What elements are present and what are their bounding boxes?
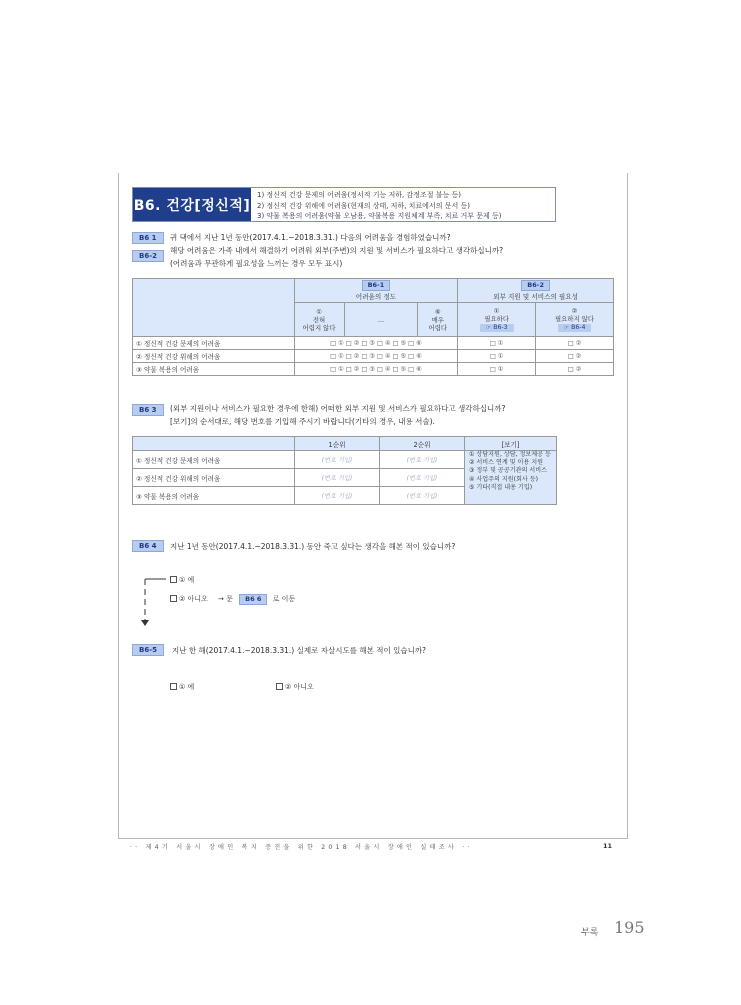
rank1-input[interactable]: (번호 기입) <box>295 451 380 469</box>
examples-list <box>465 451 557 505</box>
document-page-frame <box>118 173 628 838</box>
page-number: 195 <box>614 918 645 937</box>
rank1-header: 1순위 <box>295 437 380 451</box>
scale-high <box>418 303 458 337</box>
need-no-header <box>536 303 614 337</box>
question-text: 지난 1년 동안(2017.4.1.~2018.3.31.) 동안 죽고 싶다는 생각을 해본 적이 있습니까? <box>170 542 456 551</box>
example-item: ⑤ 기타(직접 내용 기입) <box>469 483 533 491</box>
need-no-checkbox[interactable]: □ ② <box>536 350 614 363</box>
section-note: 1) 정신적 건강 문제의 어려움(정서적 기능 저하, 감정조절 불능 등) <box>257 191 461 199</box>
question-note: (어려움과 무관하게 필요성을 느끼는 경우 모두 표시) <box>170 259 343 268</box>
option-label: ② 아니오 <box>285 683 314 691</box>
checkbox[interactable] <box>170 595 177 602</box>
footer-divider <box>118 838 628 839</box>
row-label: ② 정신적 건강 위해의 어려움 <box>133 469 295 487</box>
section-note: 3) 약물 복용의 어려움(약물 오남용, 약물복용 지원체계 부족, 치료 거부 문제 등) <box>257 212 502 220</box>
need-yes-checkbox[interactable]: □ ① <box>458 363 536 376</box>
footer-page-number: 11 <box>603 842 613 850</box>
question-tag: B6-2 <box>132 250 164 262</box>
question-tag: B6-5 <box>132 644 164 656</box>
need-yes-checkbox[interactable]: □ ① <box>458 337 536 350</box>
question-text: 귀 댁에서 지난 1년 동안(2017.4.1.~2018.3.31.) 다음의 어려움을 경험하였습니까? <box>170 233 451 242</box>
footer-text: ·· 제4기 서울시 장애인 복지 증진을 위한 2018 서울시 장애인 실태조사 ·· <box>130 844 473 851</box>
table-corner <box>133 279 295 337</box>
option-label: ② 아니오 <box>179 595 208 603</box>
rank2-input[interactable]: (번호 기입) <box>380 487 465 505</box>
question-tag: B6 4 <box>132 540 164 552</box>
goto-tag: ☞ B6-4 <box>558 324 592 332</box>
scale-label: 매우 <box>431 315 444 324</box>
group-label: 어려움의 정도 <box>355 293 397 301</box>
table-corner <box>133 437 295 451</box>
table-row <box>133 337 614 350</box>
option-no[interactable] <box>276 682 314 692</box>
need-no-checkbox[interactable]: □ ② <box>536 337 614 350</box>
difficulty-table <box>132 278 614 376</box>
group-tag: B6-1 <box>362 280 391 291</box>
section-note: 2) 정신적 건강 위해에 어려움(현재의 상태, 저하, 치료에서의 문서 등) <box>257 201 470 210</box>
skip-arrow: → 문 <box>218 595 233 603</box>
option-yes[interactable] <box>170 575 194 585</box>
appendix-label: 부록 <box>581 928 599 938</box>
question-tag: B6 3 <box>132 404 164 416</box>
rank1-input[interactable]: (번호 기입) <box>295 487 380 505</box>
question-text: 지난 한 해(2017.4.1.~2018.3.31.) 실제로 자살시도를 해본 적이 있습니까? <box>172 646 427 655</box>
table-row <box>133 451 557 469</box>
scale-number: ① <box>316 307 322 316</box>
table-row <box>133 350 614 363</box>
scale-checkboxes[interactable]: □ ① □ ② □ ③ □ ④ □ ⑤ □ ⑥ <box>294 363 458 376</box>
group-tag: B6-2 <box>521 280 550 291</box>
scale-low <box>294 303 344 337</box>
goto-tag: B6 6 <box>239 594 267 605</box>
checkbox[interactable] <box>170 576 177 583</box>
question-tag: B6 1 <box>132 232 164 244</box>
service-ranking-table <box>132 436 557 505</box>
example-item: ④ 사업주의 지원(회사 등) <box>469 475 539 483</box>
need-yes-checkbox[interactable]: □ ① <box>458 350 536 363</box>
group-header-difficulty <box>294 279 458 303</box>
row-label: ① 정신적 건강 문제의 어려움 <box>133 337 295 350</box>
row-label: ③ 약물 복용의 어려움 <box>133 487 295 505</box>
rank2-input[interactable]: (번호 기입) <box>380 451 465 469</box>
rank2-header: 2순위 <box>380 437 465 451</box>
goto-tag: ☞ B6-3 <box>480 324 514 332</box>
need-yes-header <box>458 303 536 337</box>
example-item: ② 서비스 연계 및 이용 지원 <box>469 459 544 467</box>
checkbox[interactable] <box>170 683 177 690</box>
checkbox[interactable] <box>276 683 283 690</box>
goto-suffix: 로 이동 <box>272 595 296 603</box>
examples-header: [보기] <box>465 437 557 451</box>
group-header-need <box>458 279 614 303</box>
section-title: B6. 건강[정신적] <box>133 188 251 221</box>
example-item: ① 상담지원, 상담, 정보제공 등 <box>469 451 551 458</box>
section-header <box>132 187 556 222</box>
scale-label: 어렵다 <box>428 323 448 332</box>
question-note: [보기]의 순서대로, 해당 번호를 기입해 주시기 바랍니다(기타의 경우, 내용 서술). <box>170 417 435 426</box>
question-text: 해당 어려움은 가족 내에서 해결하기 어려워 외부(주변)의 지원 및 서비스가 필요하다고 생각하십니까? <box>170 246 504 255</box>
skip-branch-icon <box>140 576 170 628</box>
row-label: ① 정신적 건강 문제의 어려움 <box>133 451 295 469</box>
option-label: ① 예 <box>179 683 195 691</box>
scale-checkboxes[interactable]: □ ① □ ② □ ③ □ ④ □ ⑤ □ ⑥ <box>294 337 458 350</box>
row-label: ② 정신적 건강 위해의 어려움 <box>133 350 295 363</box>
need-label: 필요하지 않다 <box>555 315 595 323</box>
need-number: ② <box>571 307 578 315</box>
group-label: 외부 지원 및 서비스의 필요성 <box>493 293 579 301</box>
need-no-checkbox[interactable]: □ ② <box>536 363 614 376</box>
option-no[interactable] <box>170 594 295 605</box>
section-notes <box>257 190 501 222</box>
scale-label: 전혀 <box>312 315 326 324</box>
rank2-input[interactable]: (번호 기입) <box>380 469 465 487</box>
scale-label: 어렵지 않다 <box>302 323 336 332</box>
scale-number: ⑥ <box>434 307 441 316</box>
rank1-input[interactable]: (번호 기입) <box>295 469 380 487</box>
need-label: 필요하다 <box>484 315 510 323</box>
example-item: ③ 정부 및 공공기관의 서비스 <box>469 467 547 475</box>
option-yes[interactable] <box>170 682 194 692</box>
table-row <box>133 363 614 376</box>
scale-mid: … <box>344 303 418 337</box>
scale-checkboxes[interactable]: □ ① □ ② □ ③ □ ④ □ ⑤ □ ⑥ <box>294 350 458 363</box>
row-label: ③ 약물 복용의 어려움 <box>133 363 295 376</box>
option-label: ① 예 <box>179 576 195 584</box>
question-text: (외부 지원이나 서비스가 필요한 경우에 한해) 어떠한 외부 지원 및 서비스가 필요하다고 생각하십니까? <box>170 404 506 413</box>
need-number: ① <box>493 307 500 315</box>
